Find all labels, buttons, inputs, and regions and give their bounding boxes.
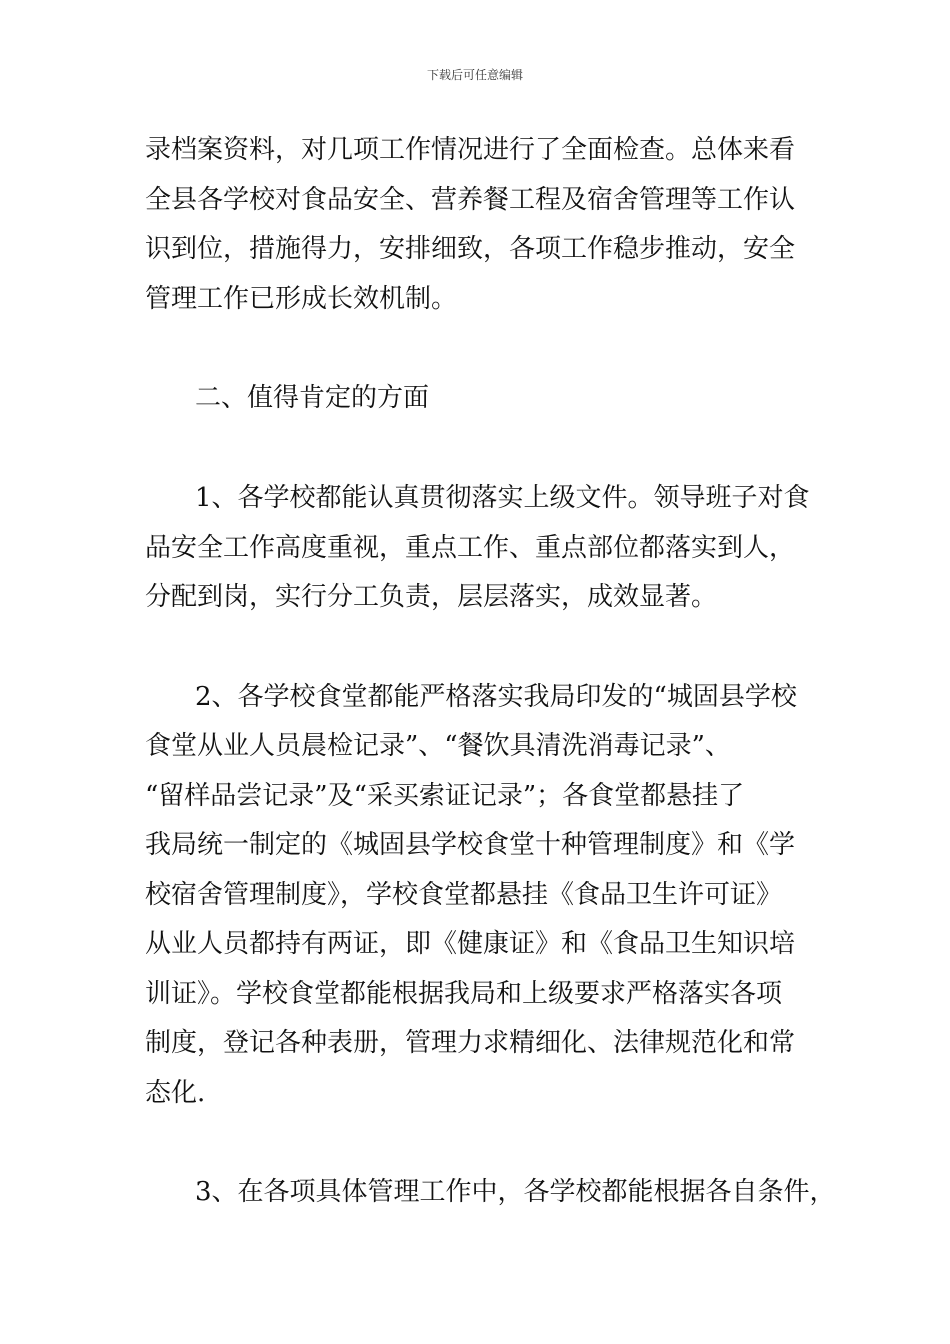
paragraph-line: 录档案资料，对几项工作情况进行了全面检查。总体来看 [145, 135, 796, 165]
paragraph-line: 2、各学校食堂都能严格落实我局印发的“城固县学校 [195, 682, 797, 712]
paragraph-line: “留样品尝记录”及“采买索证记录”；各食堂都悬挂了 [145, 781, 745, 811]
paragraph-line: 3、在各项具体管理工作中，各学校都能根据各自条件， [195, 1177, 836, 1207]
paragraph-line: 从业人员都持有两证，即《健康证》和《食品卫生知识培 [145, 929, 796, 959]
paragraph-line: 全县各学校对食品安全、营养餐工程及宿舍管理等工作认 [145, 185, 796, 215]
paragraph-line: 1、各学校都能认真贯彻落实上级文件。领导班子对食 [195, 483, 810, 513]
paragraph-line: 分配到岗，实行分工负责，层层落实，成效显著。 [145, 582, 718, 612]
paragraph-line: 我局统一制定的《城固县学校食堂十种管理制度》和《学 [145, 830, 796, 860]
paragraph-line: 训证》。学校食堂都能根据我局和上级要求严格落实各项 [145, 979, 783, 1009]
paragraph-line: 管理工作已形成长效机制。 [145, 284, 458, 314]
section-heading: 二、值得肯定的方面 [195, 383, 430, 413]
paragraph-line: 制度，登记各种表册，管理力求精细化、法律规范化和常 [145, 1028, 796, 1058]
paragraph-line: 识到位，措施得力，安排细致，各项工作稳步推动，安全 [145, 234, 796, 264]
paragraph-line: 品安全工作高度重视，重点工作、重点部位都落实到人， [145, 533, 796, 563]
header-note: 下载后可任意编辑 [426, 68, 523, 82]
paragraph-line: 校宿舍管理制度》，学校食堂都悬挂《食品卫生许可证》 [145, 880, 783, 910]
paragraph-line: 态化. [145, 1078, 206, 1108]
paragraph-line: 食堂从业人员晨检记录”、“餐饮具清洗消毒记录”、 [145, 731, 731, 761]
